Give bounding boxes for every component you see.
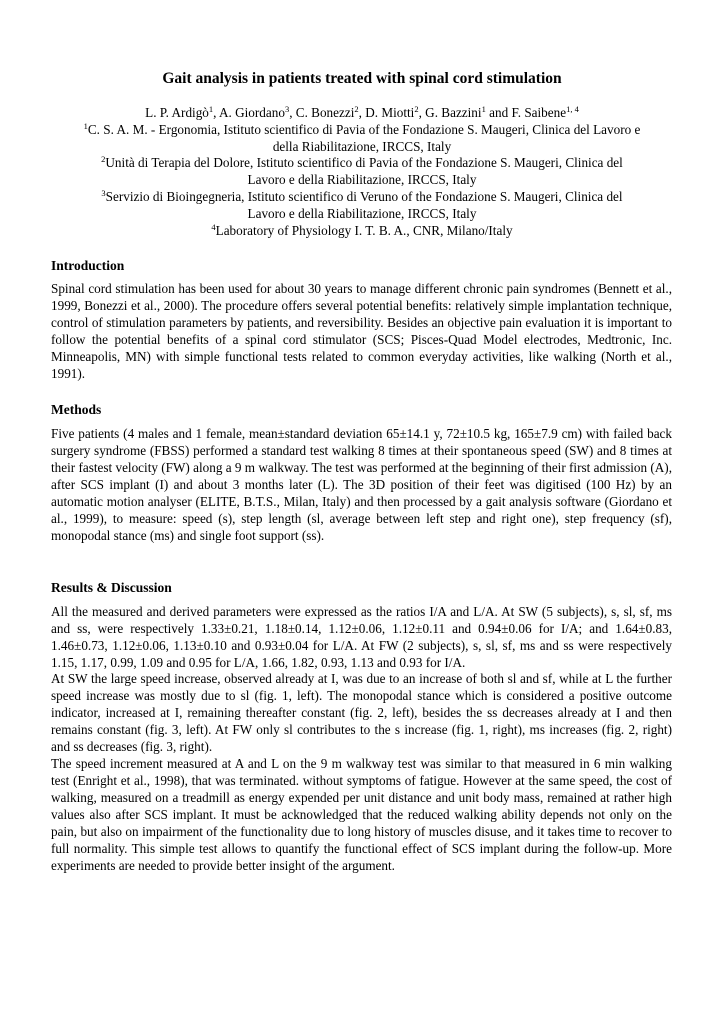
section-heading-results: Results & Discussion [51, 580, 172, 595]
author-affiliation-mark: 3 [284, 104, 290, 114]
author-name: , C. Bonezzi [289, 105, 355, 120]
affiliation-mark: 1 [83, 121, 88, 131]
affiliation-line: Laboratory of Physiology I. T. B. A., CNR, Milano/Italy [215, 223, 513, 238]
author-affiliation-mark: 1 [208, 104, 214, 114]
affiliation-line: C. S. A. M. - Ergonomia, Istituto scientifico di Pavia of the Fondazione S. Maugeri, Clinica del Lavoro e [87, 122, 641, 137]
author-affiliation-mark: 2 [354, 104, 359, 114]
affiliation-1 [0, 122, 724, 155]
affiliation-4 [0, 223, 724, 240]
affiliation-mark: 2 [101, 154, 106, 164]
affiliation-line: Unità di Terapia del Dolore, Istituto scientifico di Pavia of the Fondazione S. Maugeri, Clinica del [105, 155, 623, 170]
section-heading-methods: Methods [51, 402, 102, 417]
affiliation-line: Servizio di Bioingegneria, Istituto scientifico di Veruno of the Fondazione S. Maugeri, Clinica del [105, 189, 623, 204]
affiliation-3 [0, 189, 724, 222]
results-paragraph-3: The speed increment measured at A and L on the 9 m walkway test was similar to that measured in 6 min walking test (Enright et al., 1998), that was terminated. without symptoms of fatigue. However at the same speed, the cost of walking, measured on a treadmill as energy expended per unit distance and unit body mass, remained at rather high values also after SCS implant. It must be acknowledged that the reduced walking ability depends not only on the pain, but also on impairment of the functionality due to long history of muscles disuse, and it takes time to recover to full normality. This simple test allows to quantify the functional effect of SCS implant during the follow-up. More experiments are needed to provide better insight of the argument. [51, 756, 672, 873]
paper-title: Gait analysis in patients treated with spinal cord stimulation [162, 70, 562, 87]
methods-paragraph: Five patients (4 males and 1 female, mean±standard deviation 65±14.1 y, 72±10.5 kg, 165±7.9 cm) with failed back surgery syndrome (FBSS) performed a standard test walking 8 times at their spontaneous speed (SW) and 8 times at their fastest velocity (FW) along a 9 m walkway. The test was performed at the beginning of their first admission (A), after SCS implant (I) and about 3 months later (L). The 3D position of their feet was digitised (100 Hz) by an automatic motion analyser (ELITE, B.T.S., Milan, Italy) and then processed by a gait analysis software (Giordano et al., 1999), to measure: speed (s), step length (sl, average between left step and right one), step frequency (sf), monopodal stance (ms) and single foot support (ss). [51, 426, 672, 543]
affiliation-2 [0, 155, 724, 188]
author-name: , G. Bazzini [418, 105, 482, 120]
author-affiliation-mark: 1, 4 [566, 104, 579, 114]
affiliation-line: della Riabilitazione, IRCCS, Italy [272, 138, 452, 154]
affiliation-mark: 4 [211, 222, 216, 232]
affiliation-line: Lavoro e della Riabilitazione, IRCCS, Italy [247, 205, 477, 221]
author-name: L. P. Ardigò [145, 105, 209, 120]
author-affiliation-mark: 2 [414, 104, 419, 114]
author-affiliation-mark: 1 [481, 104, 486, 114]
results-paragraph-1: All the measured and derived parameters were expressed as the ratios I/A and L/A. At SW (5 subjects), s, sl, sf, ms and ss, were respectively 1.33±0.21, 1.18±0.14, 1.12±0.06, 1.12±0.11 and 0.94±0.06 for I/A; and 1.64±0.83, 1.46±0.73, 1.12±0.06, 1.13±0.10 and 0.93±0.04 for L/A. At FW (2 subjects), s, sl, sf, ms and ss were respectively 1.15, 1.17, 0.99, 1.09 and 0.95 for L/A, 1.66, 1.82, 0.93, 1.13 and 0.93 for I/A. [51, 604, 672, 670]
affiliation-line: Lavoro e della Riabilitazione, IRCCS, Italy [247, 171, 477, 187]
author-name: , A. Giordano [213, 105, 285, 120]
results-paragraph-2: At SW the large speed increase, observed already at I, was due to an increase of both sl and sf, while at L the further speed increase was mostly due to sl (fig. 1, left). The monopodal stance which is considered a positive outcome indicator, increased at I, remaining thereafter constant (fig. 2, left), besides the ss decreases already at I and then remains constant (fig. 3, left). At FW only sl contributes to the s increase (fig. 1, right), ms increases (fig. 2, right) and ss decreases (fig. 3, right). [51, 671, 672, 754]
section-heading-introduction: Introduction [51, 258, 125, 273]
author-name: and F. Saibene [485, 105, 567, 120]
author-list [0, 105, 724, 122]
introduction-paragraph: Spinal cord stimulation has been used for about 30 years to manage different chronic pain syndromes (Bennett et al., 1999, Bonezzi et al., 2000). The procedure offers several potential benefits: relatively simple implantation technique, control of stimulation parameters by patients, and reversibility. Besides an objective pain evaluation it is important to follow the potential benefits of a spinal cord stimulator (SCS; Pisces-Quad Model electrodes, Medtronic, Inc. Minneapolis, MN) with simple functional tests related to common everyday activities, like walking (North et al., 1991). [51, 281, 672, 381]
affiliation-mark: 3 [101, 188, 106, 198]
author-name: , D. Miotti [358, 105, 415, 120]
